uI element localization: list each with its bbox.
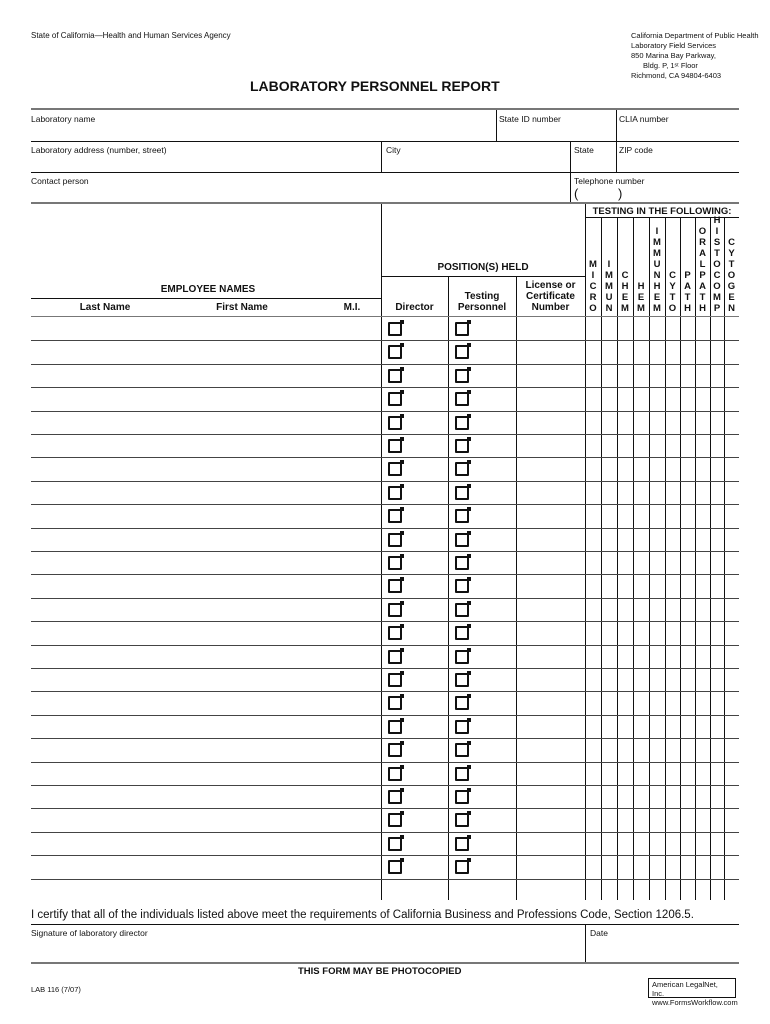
director-checkbox[interactable] bbox=[388, 556, 402, 570]
clia-label: CLIA number bbox=[619, 114, 669, 124]
specialty-letter: P bbox=[713, 303, 721, 314]
specialty-letter: H bbox=[713, 215, 721, 226]
divider bbox=[448, 276, 449, 900]
phone-paren-close: ) bbox=[618, 186, 623, 201]
specialty-letter: M bbox=[713, 292, 721, 303]
divider bbox=[496, 110, 497, 141]
row-divider bbox=[31, 855, 739, 856]
specialty-letter: U bbox=[605, 292, 613, 303]
row-divider bbox=[31, 785, 739, 786]
divider bbox=[601, 218, 602, 900]
heading-line: License or bbox=[525, 280, 576, 291]
testing-personnel-checkbox[interactable] bbox=[455, 743, 469, 757]
positions-held-heading: POSITION(S) HELD bbox=[437, 262, 529, 273]
specialty-letter: Y bbox=[669, 281, 676, 292]
director-checkbox[interactable] bbox=[388, 369, 402, 383]
mi-heading: M.I. bbox=[343, 302, 361, 313]
specialty-letter: N bbox=[728, 303, 735, 314]
specialty-letter: P bbox=[684, 270, 691, 281]
specialty-letter: C bbox=[728, 237, 735, 248]
director-checkbox[interactable] bbox=[388, 486, 402, 500]
specialty-heading bbox=[696, 226, 710, 314]
director-checkbox[interactable] bbox=[388, 626, 402, 640]
testing-personnel-checkbox[interactable] bbox=[455, 860, 469, 874]
row-divider bbox=[31, 434, 739, 435]
specialty-letter: O bbox=[713, 259, 721, 270]
dept-line: Laboratory Field Services bbox=[631, 41, 717, 50]
certification-text: I certify that all of the individuals listed above meet the requirements of California Business and Professions Code, Section 1206.5. bbox=[31, 909, 694, 921]
specialty-letter: T bbox=[684, 292, 691, 303]
testing-personnel-checkbox[interactable] bbox=[455, 462, 469, 476]
agency-name: State of California—Health and Human Services Agency bbox=[31, 31, 231, 40]
divider bbox=[31, 172, 739, 173]
divider bbox=[31, 202, 739, 204]
dept-line: 850 Marina Bay Parkway, bbox=[631, 51, 716, 60]
testing-personnel-checkbox[interactable] bbox=[455, 603, 469, 617]
director-checkbox[interactable] bbox=[388, 439, 402, 453]
divider bbox=[616, 110, 617, 141]
zip-label: ZIP code bbox=[619, 145, 653, 155]
row-divider bbox=[31, 808, 739, 809]
specialty-letter: L bbox=[699, 259, 706, 270]
specialty-letter: H bbox=[653, 281, 661, 292]
heading-line: Testing bbox=[464, 291, 500, 302]
divider bbox=[680, 218, 681, 900]
director-checkbox[interactable] bbox=[388, 322, 402, 336]
testing-personnel-checkbox[interactable] bbox=[455, 322, 469, 336]
row-divider bbox=[31, 387, 739, 388]
specialty-letter: I bbox=[655, 226, 659, 237]
specialty-letter: M bbox=[653, 237, 661, 248]
testing-personnel-checkbox[interactable] bbox=[455, 696, 469, 710]
testing-personnel-checkbox[interactable] bbox=[455, 369, 469, 383]
specialty-letter: O bbox=[713, 281, 721, 292]
director-checkbox[interactable] bbox=[388, 720, 402, 734]
specialty-letter: C bbox=[589, 281, 597, 292]
specialty-letter: H bbox=[621, 281, 629, 292]
row-divider bbox=[31, 528, 739, 529]
testing-personnel-checkbox[interactable] bbox=[455, 392, 469, 406]
specialty-letter: M bbox=[621, 303, 629, 314]
specialty-letter: O bbox=[727, 270, 736, 281]
divider bbox=[31, 298, 381, 299]
specialty-letter: P bbox=[699, 270, 706, 281]
specialty-letter: T bbox=[728, 259, 735, 270]
divider bbox=[31, 141, 739, 142]
specialty-letter: C bbox=[621, 270, 629, 281]
employee-names-heading: EMPLOYEE NAMES bbox=[160, 284, 256, 295]
divider bbox=[381, 276, 585, 277]
address-label: Laboratory address (number, street) bbox=[31, 145, 167, 155]
lab-name-label: Laboratory name bbox=[31, 114, 96, 124]
director-checkbox[interactable] bbox=[388, 650, 402, 664]
testing-personnel-heading bbox=[448, 291, 516, 313]
page-title: LABORATORY PERSONNEL REPORT bbox=[250, 78, 500, 94]
divider bbox=[381, 141, 382, 172]
specialty-letter: N bbox=[653, 270, 661, 281]
testing-personnel-checkbox[interactable] bbox=[455, 533, 469, 547]
specialty-letter: I bbox=[715, 226, 719, 237]
testing-personnel-checkbox[interactable] bbox=[455, 813, 469, 827]
specialty-letter: E bbox=[621, 292, 629, 303]
testing-personnel-checkbox[interactable] bbox=[455, 626, 469, 640]
testing-personnel-checkbox[interactable] bbox=[455, 579, 469, 593]
divider bbox=[31, 962, 739, 964]
specialty-letter: E bbox=[637, 292, 645, 303]
divider bbox=[31, 316, 739, 317]
director-checkbox[interactable] bbox=[388, 392, 402, 406]
specialty-letter: A bbox=[699, 248, 706, 259]
testing-personnel-checkbox[interactable] bbox=[455, 673, 469, 687]
director-checkbox[interactable] bbox=[388, 462, 402, 476]
row-divider bbox=[31, 879, 739, 880]
specialty-letter: M bbox=[589, 259, 597, 270]
testing-personnel-checkbox[interactable] bbox=[455, 486, 469, 500]
divider bbox=[616, 141, 617, 172]
specialty-heading bbox=[634, 281, 648, 314]
divider bbox=[31, 108, 739, 110]
specialty-letter: R bbox=[589, 292, 597, 303]
row-divider bbox=[31, 551, 739, 552]
divider bbox=[516, 276, 517, 900]
director-checkbox[interactable] bbox=[388, 603, 402, 617]
telephone-label: Telephone number bbox=[574, 176, 645, 186]
specialty-letter: O bbox=[698, 226, 707, 237]
specialty-heading bbox=[666, 270, 680, 314]
specialty-letter: U bbox=[653, 259, 661, 270]
specialty-heading bbox=[710, 215, 724, 314]
row-divider bbox=[31, 645, 739, 646]
specialty-letter: M bbox=[653, 248, 661, 259]
specialty-letter: O bbox=[668, 303, 677, 314]
photocopy-notice: THIS FORM MAY BE PHOTOCOPIED bbox=[298, 966, 462, 977]
dept-line: California Department of Public Health bbox=[631, 31, 759, 40]
dept-line: Bldg. P, 1ˢᵗ Floor bbox=[643, 61, 698, 70]
divider bbox=[585, 924, 586, 962]
specialty-heading bbox=[650, 226, 664, 314]
specialty-letter: N bbox=[605, 303, 613, 314]
testing-personnel-checkbox[interactable] bbox=[455, 720, 469, 734]
divider bbox=[665, 218, 666, 900]
form-number: LAB 116 (7/07) bbox=[31, 985, 81, 994]
last-name-heading: Last Name bbox=[79, 302, 131, 313]
director-checkbox[interactable] bbox=[388, 579, 402, 593]
specialty-letter: M bbox=[605, 281, 613, 292]
director-checkbox[interactable] bbox=[388, 509, 402, 523]
testing-personnel-checkbox[interactable] bbox=[455, 767, 469, 781]
specialty-letter: M bbox=[605, 270, 613, 281]
row-divider bbox=[31, 621, 739, 622]
signature-label: Signature of laboratory director bbox=[31, 928, 148, 938]
row-divider bbox=[31, 457, 739, 458]
director-heading: Director bbox=[395, 302, 434, 313]
specialty-letter: A bbox=[684, 281, 691, 292]
director-checkbox[interactable] bbox=[388, 345, 402, 359]
testing-personnel-checkbox[interactable] bbox=[455, 509, 469, 523]
heading-line: Number bbox=[531, 302, 570, 313]
testing-personnel-checkbox[interactable] bbox=[455, 650, 469, 664]
row-divider bbox=[31, 832, 739, 833]
publisher-box bbox=[648, 978, 738, 1007]
specialty-letter: G bbox=[727, 281, 736, 292]
specialty-letter: T bbox=[669, 292, 676, 303]
director-checkbox[interactable] bbox=[388, 813, 402, 827]
director-checkbox[interactable] bbox=[388, 767, 402, 781]
testing-personnel-checkbox[interactable] bbox=[455, 790, 469, 804]
row-divider bbox=[31, 364, 739, 365]
license-heading bbox=[516, 280, 585, 313]
specialty-letter: H bbox=[699, 303, 706, 314]
testing-personnel-checkbox[interactable] bbox=[455, 837, 469, 851]
specialty-letter: T bbox=[699, 292, 706, 303]
dept-line: Richmond, CA 94804-6403 bbox=[631, 71, 722, 80]
state-id-label: State ID number bbox=[499, 114, 561, 124]
divider bbox=[31, 924, 739, 925]
specialty-letter: C bbox=[669, 270, 676, 281]
state-label: State bbox=[574, 145, 594, 155]
row-divider bbox=[31, 668, 739, 669]
publisher-line: American LegalNet, Inc. bbox=[652, 980, 718, 998]
specialty-letter: E bbox=[728, 292, 735, 303]
divider bbox=[617, 218, 618, 900]
specialty-letter: O bbox=[589, 303, 597, 314]
specialty-letter: C bbox=[713, 270, 721, 281]
contact-label: Contact person bbox=[31, 176, 89, 186]
testing-personnel-checkbox[interactable] bbox=[455, 439, 469, 453]
row-divider bbox=[31, 574, 739, 575]
specialty-letter: R bbox=[699, 237, 706, 248]
specialty-letter: S bbox=[713, 237, 721, 248]
heading-line: Personnel bbox=[457, 302, 507, 313]
director-checkbox[interactable] bbox=[388, 790, 402, 804]
dept-address bbox=[631, 31, 759, 81]
divider bbox=[649, 218, 650, 900]
specialty-letter: Y bbox=[728, 248, 735, 259]
row-divider bbox=[31, 715, 739, 716]
divider bbox=[695, 218, 696, 900]
testing-personnel-checkbox[interactable] bbox=[455, 556, 469, 570]
testing-personnel-checkbox[interactable] bbox=[455, 345, 469, 359]
specialty-letter: I bbox=[607, 259, 611, 270]
director-checkbox[interactable] bbox=[388, 533, 402, 547]
specialty-heading bbox=[602, 259, 616, 314]
row-divider bbox=[31, 762, 739, 763]
publisher-line: www.FormsWorkflow.com bbox=[652, 998, 738, 1007]
phone-paren-open: ( bbox=[574, 186, 579, 201]
specialty-letter: A bbox=[699, 281, 706, 292]
row-divider bbox=[31, 598, 739, 599]
director-checkbox[interactable] bbox=[388, 837, 402, 851]
specialty-letter: I bbox=[591, 270, 595, 281]
specialty-letter: E bbox=[653, 292, 661, 303]
director-checkbox[interactable] bbox=[388, 416, 402, 430]
director-checkbox[interactable] bbox=[388, 673, 402, 687]
date-label: Date bbox=[590, 928, 608, 938]
row-divider bbox=[31, 691, 739, 692]
city-label: City bbox=[386, 145, 401, 155]
divider bbox=[633, 218, 634, 900]
specialty-letter: M bbox=[637, 303, 645, 314]
row-divider bbox=[31, 504, 739, 505]
specialty-letter: T bbox=[714, 248, 720, 259]
testing-personnel-checkbox[interactable] bbox=[455, 416, 469, 430]
specialty-heading bbox=[725, 237, 739, 314]
specialty-heading bbox=[681, 270, 695, 314]
row-divider bbox=[31, 411, 739, 412]
row-divider bbox=[31, 340, 739, 341]
divider bbox=[710, 218, 711, 900]
specialty-heading bbox=[586, 259, 600, 314]
divider bbox=[724, 218, 725, 900]
heading-line: Certificate bbox=[526, 291, 575, 302]
specialty-heading bbox=[618, 270, 632, 314]
first-name-heading: First Name bbox=[216, 302, 268, 313]
director-checkbox[interactable] bbox=[388, 860, 402, 874]
specialty-letter: H bbox=[684, 303, 691, 314]
specialty-letter: M bbox=[653, 303, 661, 314]
row-divider bbox=[31, 481, 739, 482]
row-divider bbox=[31, 738, 739, 739]
testing-following-heading: TESTING IN THE FOLLOWING: bbox=[592, 206, 732, 217]
specialty-letter: H bbox=[637, 281, 645, 292]
director-checkbox[interactable] bbox=[388, 743, 402, 757]
director-checkbox[interactable] bbox=[388, 696, 402, 710]
